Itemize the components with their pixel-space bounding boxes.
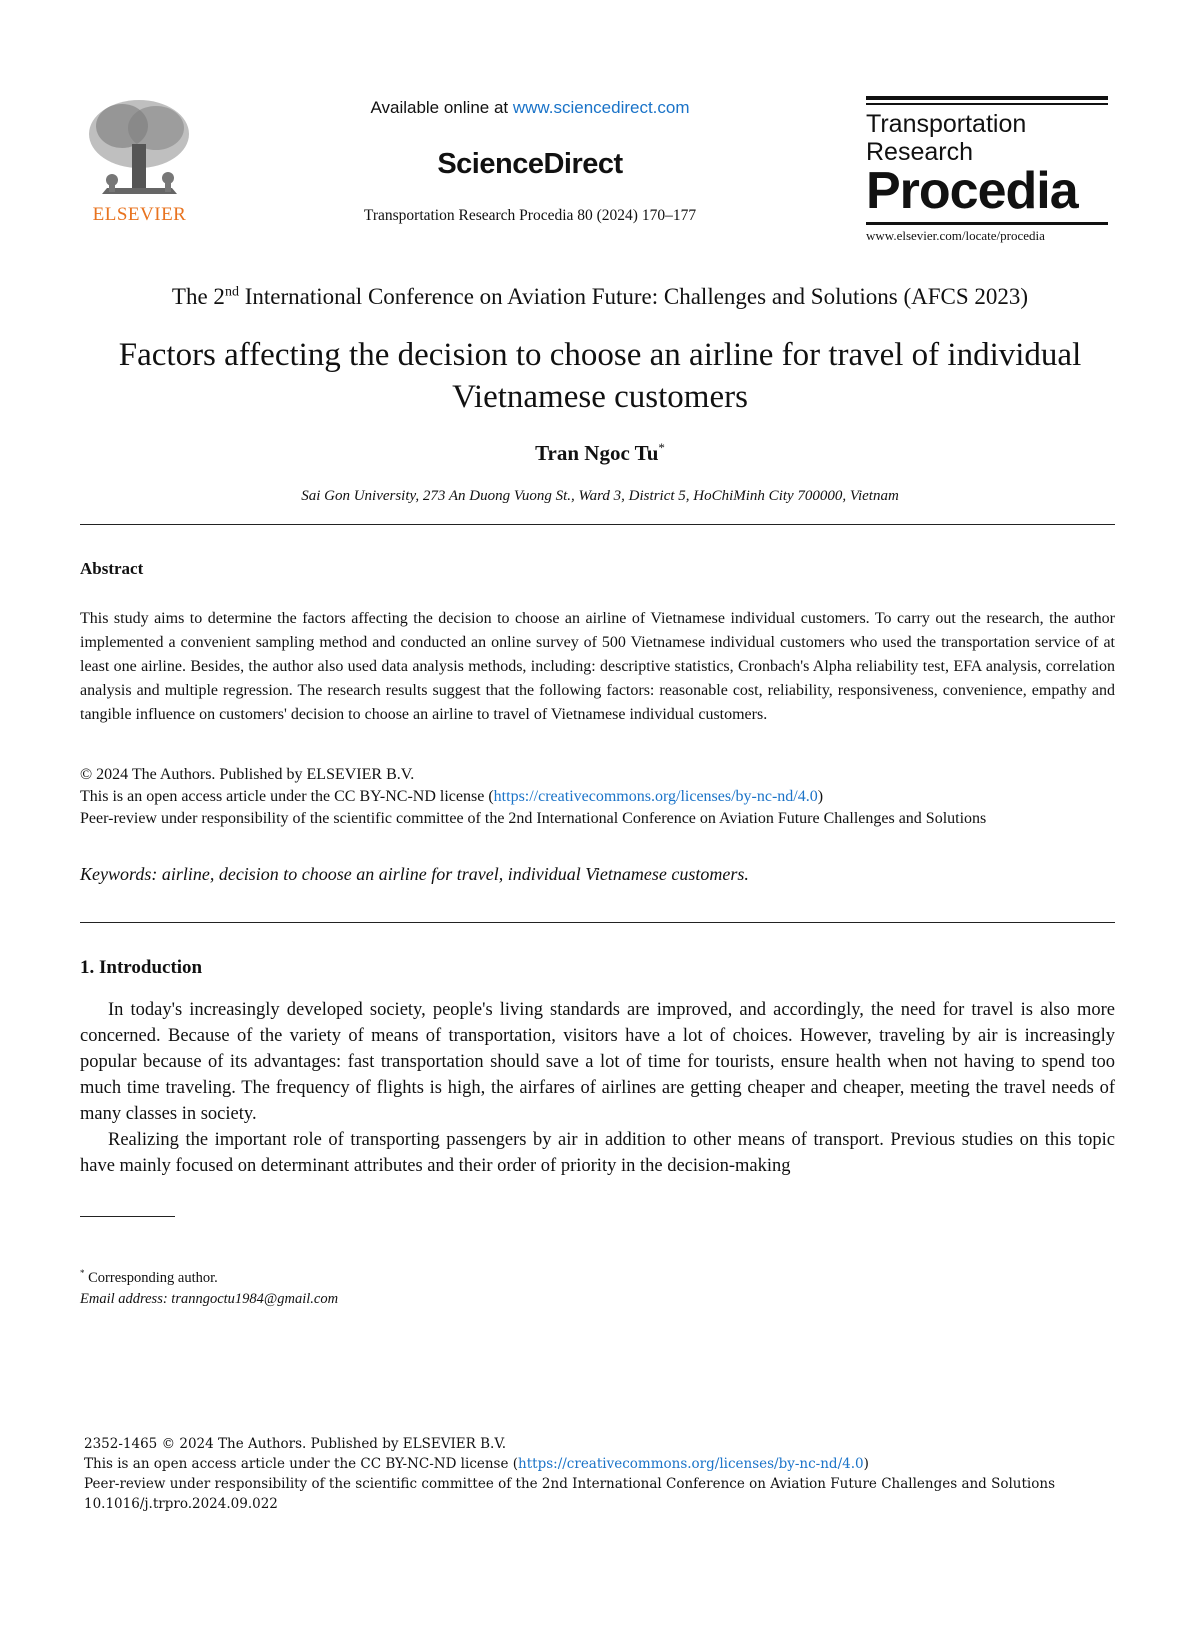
journal-logo-line1: Transportation: [866, 110, 1027, 138]
conference-ordinal: nd: [224, 284, 239, 300]
license-prefix: This is an open access article under the CC BY-NC-ND license (: [80, 788, 494, 805]
footnote-email: Email address: tranngoctu1984@gmail.com: [80, 1291, 339, 1307]
elsevier-wordmark: ELSEVIER: [92, 204, 187, 225]
intro-paragraph-1: In today's increasingly developed society, people's living standards are improved, and accordingly, the need for travel is also more concerned. Because of the variety of means of transportation, visitors have a lot of choices. However, traveling by air is increasingly popular because of its advantages: fast transportation should save a lot of time for tourists, ensure health when not having to spend too much time traveling. The frequency of flights is high, the airfares of airlines are getting cheaper and cheaper, meeting the travel needs of many classes in society.: [80, 1000, 1115, 1124]
conference-name: [60, 284, 1140, 310]
sciencedirect-wordmark: ScienceDirect: [437, 148, 623, 180]
journal-url[interactable]: www.elsevier.com/locate/procedia: [866, 228, 1045, 243]
peer-review-line: Peer-review under responsibility of the scientific committee of the 2nd International Conference on Aviation Future Challenges and Solutions: [80, 810, 987, 827]
abstract-heading: Abstract: [80, 559, 144, 578]
bottom-license-line: [84, 1454, 1114, 1474]
abstract-text: This study aims to determine the factors affecting the decision to choose an airline of Vietnamese individual customers. To carry out the research, the author implemented a convenient sampling method and conducted an online survey of 500 Vietnamese individual customers who used the transportation service of at least one airline. Besides, the author also used data analysis methods, including: descriptive statistics, Cronbach's Alpha reliability test, EFA analysis, correlation analysis and multiple regression. The research results suggest that the following factors: reasonable cost, reliability, responsiveness, convenience, empathy and tangible influence on customers' decision to choose an airline to travel of Vietnamese individual customers.: [80, 610, 1115, 723]
sciencedirect-link[interactable]: www.sciencedirect.com: [512, 98, 690, 117]
affiliation: Sai Gon University, 273 An Duong Vuong St., Ward 3, District 5, HoChiMinh City 700000, Vietnam: [301, 488, 899, 504]
bottom-peer-review: Peer-review under responsibility of the scientific committee of the 2nd International Conference on Aviation Future Challenges and Solutions: [84, 1476, 1055, 1492]
doi[interactable]: 10.1016/j.trpro.2024.09.022: [84, 1496, 278, 1512]
elsevier-logo: [82, 96, 197, 231]
journal-logo-line3: Procedia: [866, 162, 1078, 220]
keywords-list: airline, decision to choose an airline for travel, individual Vietnamese customers.: [157, 864, 749, 884]
author-name: Tran Ngoc Tu: [535, 441, 659, 465]
available-prefix: Available online at: [370, 98, 513, 117]
section-heading-introduction: 1. Introduction: [80, 957, 203, 978]
footnote-mark: *: [80, 1268, 85, 1278]
author-footnote-mark: *: [658, 440, 665, 455]
rule-top: [80, 524, 1115, 525]
logo-rule-top: [866, 96, 1108, 100]
license-suffix: ): [817, 788, 824, 805]
keywords-label: Keywords:: [80, 864, 158, 884]
logo-rule-top-thin: [866, 103, 1108, 105]
paper-title: Factors affecting the decision to choose an airline for travel of individual Vietnamese customers: [118, 337, 1082, 415]
license-link[interactable]: https://creativecommons.org/licenses/by-nc-nd/4.0: [493, 788, 818, 805]
rule-bottom: [80, 922, 1115, 923]
bottom-license-suffix: ): [863, 1456, 869, 1472]
footnote-corresponding: [80, 1268, 218, 1287]
author: [300, 440, 900, 466]
available-online: [300, 98, 760, 118]
journal-citation: Transportation Research Procedia 80 (2024) 170–177: [363, 207, 697, 224]
issn-line: 2352-1465 © 2024 The Authors. Published by ELSEVIER B.V.: [84, 1436, 507, 1452]
abstract-license-block: [80, 764, 1115, 830]
publication-info: [84, 1434, 1114, 1514]
copyright-line: © 2024 The Authors. Published by ELSEVIER B.V.: [80, 766, 415, 783]
license-line: [80, 786, 1115, 808]
journal-logo-line2: Research: [866, 138, 973, 166]
intro-paragraph-2: Realizing the important role of transporting passengers by air in addition to other means of transport. Previous studies on this topic have mainly focused on determinant attributes and their order of priority in the decision-making: [80, 1130, 1115, 1176]
footnote-corresponding-text: Corresponding author.: [84, 1269, 218, 1286]
elsevier-tree-icon: [82, 96, 197, 201]
conference-suffix: International Conference on Aviation Future: Challenges and Solutions (AFCS 2023): [238, 284, 1029, 309]
footnote-rule: [80, 1216, 175, 1217]
logo-rule-bottom: [866, 222, 1108, 225]
bottom-license-prefix: This is an open access article under the CC BY-NC-ND license (: [84, 1456, 519, 1472]
keywords: [80, 864, 1115, 885]
journal-logo: [866, 96, 1108, 248]
conference-prefix: The 2: [171, 284, 225, 309]
bottom-license-link[interactable]: https://creativecommons.org/licenses/by-nc-nd/4.0: [518, 1456, 864, 1472]
